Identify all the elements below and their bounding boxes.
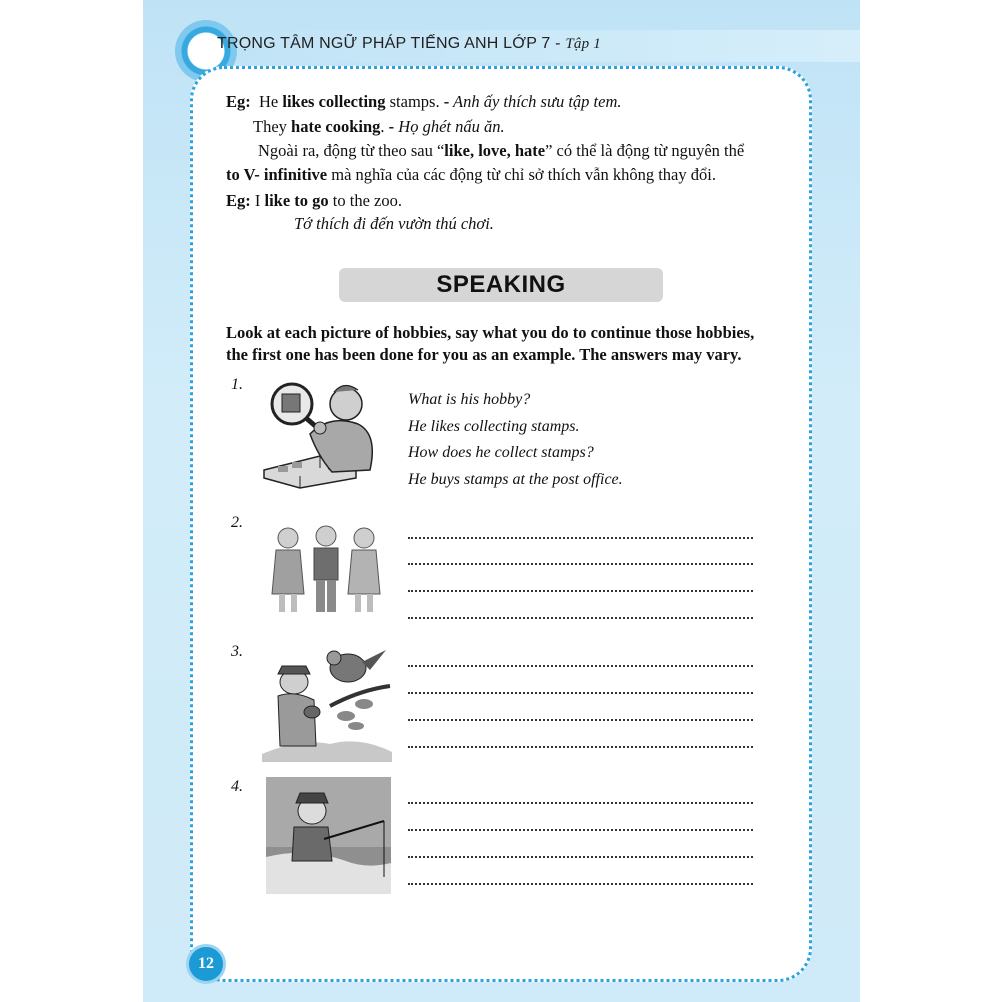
- answer-line: He likes collecting stamps.: [408, 418, 580, 435]
- book-title-text: TRỌNG TÂM NGỮ PHÁP TIẾNG ANH LỚP 7 -: [217, 35, 566, 52]
- birdwatcher-picture: [260, 646, 394, 762]
- dolls-picture: [268, 524, 386, 618]
- blank-answer-line[interactable]: [408, 590, 753, 592]
- example-line-3-translation: Tớ thích đi đến vườn thú chơi.: [294, 214, 494, 233]
- example-line-1: Eg: He likes collecting stamps. - Anh ấy thích sưu tập tem.: [226, 92, 622, 111]
- book-volume: Tập 1: [565, 36, 601, 52]
- blank-answer-line[interactable]: [408, 617, 753, 619]
- blank-answer-line[interactable]: [408, 883, 753, 885]
- fisherman-picture: [266, 777, 391, 894]
- book-title: [217, 35, 601, 53]
- note-line-1: Ngoài ra, động từ theo sau “like, love, hate” có thể là động từ nguyên thể: [258, 141, 745, 160]
- blank-answer-line[interactable]: [408, 746, 753, 748]
- stamp-collector-picture: [260, 374, 392, 490]
- blank-answer-line[interactable]: [408, 856, 753, 858]
- instruction-line-1: Look at each picture of hobbies, say what you do to continue those hobbies,: [226, 323, 755, 342]
- item-number: 3.: [231, 643, 243, 660]
- blank-answer-line[interactable]: [408, 537, 753, 539]
- item-number: 2.: [231, 514, 243, 531]
- blank-answer-line[interactable]: [408, 692, 753, 694]
- example-line-2: They hate cooking. - Họ ghét nấu ăn.: [253, 117, 505, 136]
- page-number: 12: [186, 944, 226, 984]
- blank-answer-line[interactable]: [408, 719, 753, 721]
- answer-line: How does he collect stamps?: [408, 444, 594, 461]
- item-number: 1.: [231, 376, 243, 393]
- note-line-2: to V- infinitive mà nghĩa của các động từ chỉ sở thích vẫn không thay đổi.: [226, 165, 716, 184]
- blank-answer-line[interactable]: [408, 563, 753, 565]
- instruction: [226, 322, 754, 366]
- section-heading: SPEAKING: [339, 268, 663, 302]
- example-line-3: Eg: I like to go to the zoo.: [226, 191, 402, 210]
- blank-answer-line[interactable]: [408, 802, 753, 804]
- blank-answer-line[interactable]: [408, 829, 753, 831]
- item-number: 4.: [231, 778, 243, 795]
- blank-answer-line[interactable]: [408, 665, 753, 667]
- answer-line: He buys stamps at the post office.: [408, 471, 623, 488]
- instruction-line-2: the first one has been done for you as an example. The answers may vary.: [226, 345, 742, 364]
- answer-line: What is his hobby?: [408, 391, 531, 408]
